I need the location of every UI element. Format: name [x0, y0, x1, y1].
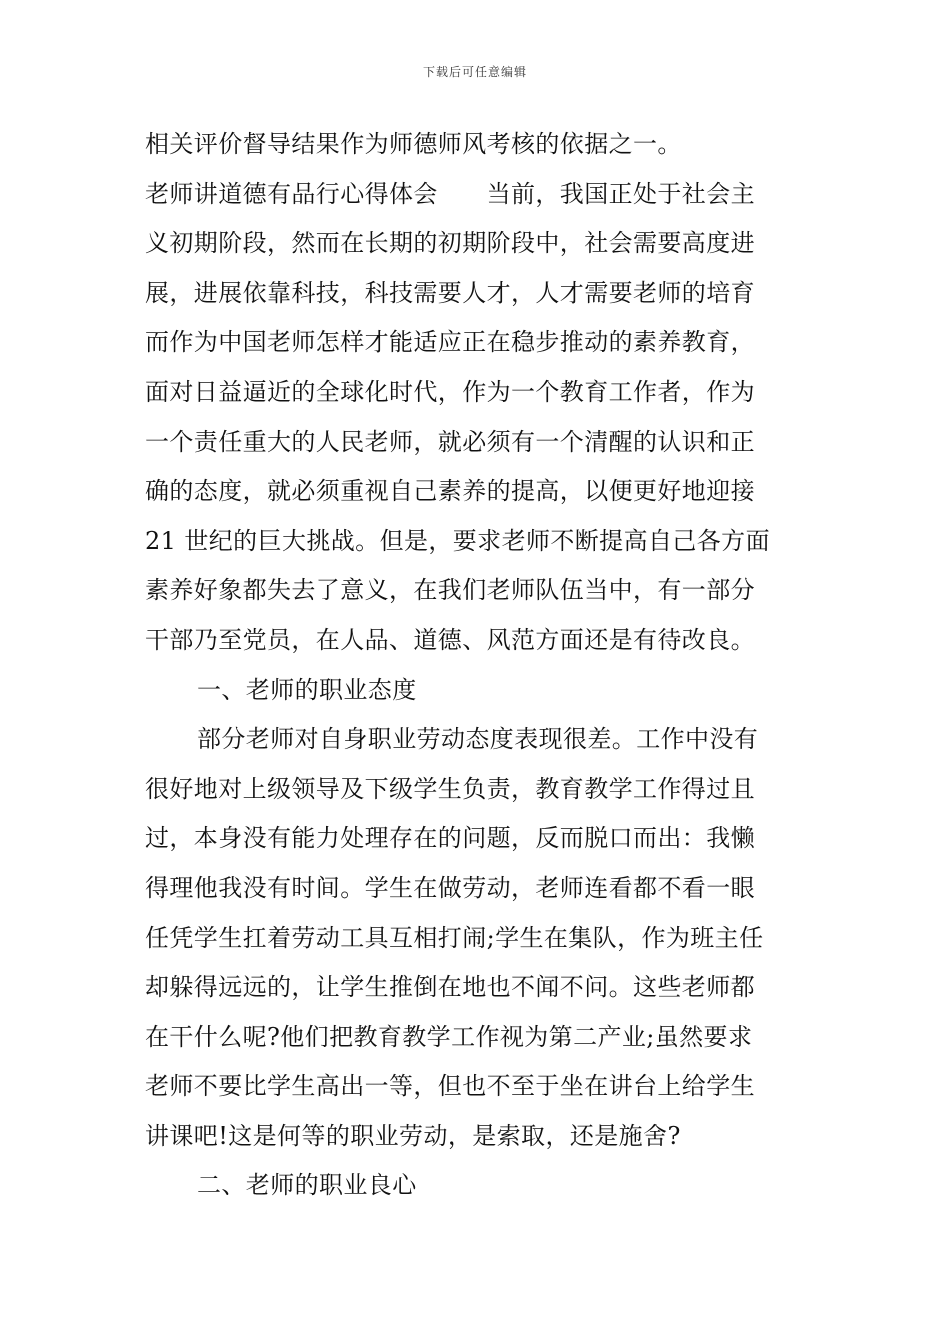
- section-heading: 一、老师的职业态度: [197, 675, 417, 704]
- text-line: 在干什么呢?他们把教育教学工作视为第二产业;虽然要求: [145, 1022, 753, 1051]
- text-line: 讲课吧!这是何等的职业劳动，是索取，还是施舍?: [145, 1121, 681, 1150]
- text-line: 一个责任重大的人民老师，就必须有一个清醒的认识和正: [145, 427, 755, 456]
- text-line: 而作为中国老师怎样才能适应正在稳步推动的素养教育，: [145, 328, 755, 357]
- text-line: 干部乃至党员，在人品、道德、风范方面还是有待改良。: [145, 625, 755, 654]
- page-header: 下载后可任意编辑: [422, 65, 527, 79]
- text-line: 得理他我没有时间。学生在做劳动，老师连看都不看一眼: [145, 873, 755, 902]
- text-line: 相关评价督导结果作为师德师风考核的依据之一。: [145, 130, 682, 158]
- text-line: 确的态度，就必须重视自己素养的提高，以便更好地迎接: [145, 477, 755, 506]
- text-line: 部分老师对自身职业劳动态度表现很差。工作中没有: [197, 725, 759, 754]
- text-line: 面对日益逼近的全球化时代，作为一个教育工作者，作为: [145, 377, 755, 406]
- document-body: [145, 120, 810, 1211]
- text-line: 老师讲道德有品行心得体会 当前，我国正处于社会主: [145, 179, 755, 208]
- text-line: 素养好象都失去了意义，在我们老师队伍当中，有一部分: [145, 576, 755, 605]
- text-line: 任凭学生扛着劳动工具互相打闹;学生在集队，作为班主任: [145, 923, 764, 952]
- text-line: 很好地对上级领导及下级学生负责，教育教学工作得过且: [145, 774, 755, 803]
- text-line: 老师不要比学生高出一等，但也不至于坐在讲台上给学生: [145, 1072, 755, 1101]
- text-line: 过，本身没有能力处理存在的问题，反而脱口而出：我懒: [145, 824, 755, 853]
- section-heading: 二、老师的职业良心: [197, 1171, 417, 1200]
- text-line: 展，进展依靠科技，科技需要人才，人才需要老师的培育: [145, 278, 755, 307]
- text-line: 义初期阶段，然而在长期的初期阶段中，社会需要高度进: [145, 229, 755, 258]
- text-line: 却躲得远远的，让学生推倒在地也不闻不问。这些老师都: [145, 973, 755, 1002]
- text-line: 21 世纪的巨大挑战。但是，要求老师不断提高自己各方面: [145, 526, 770, 555]
